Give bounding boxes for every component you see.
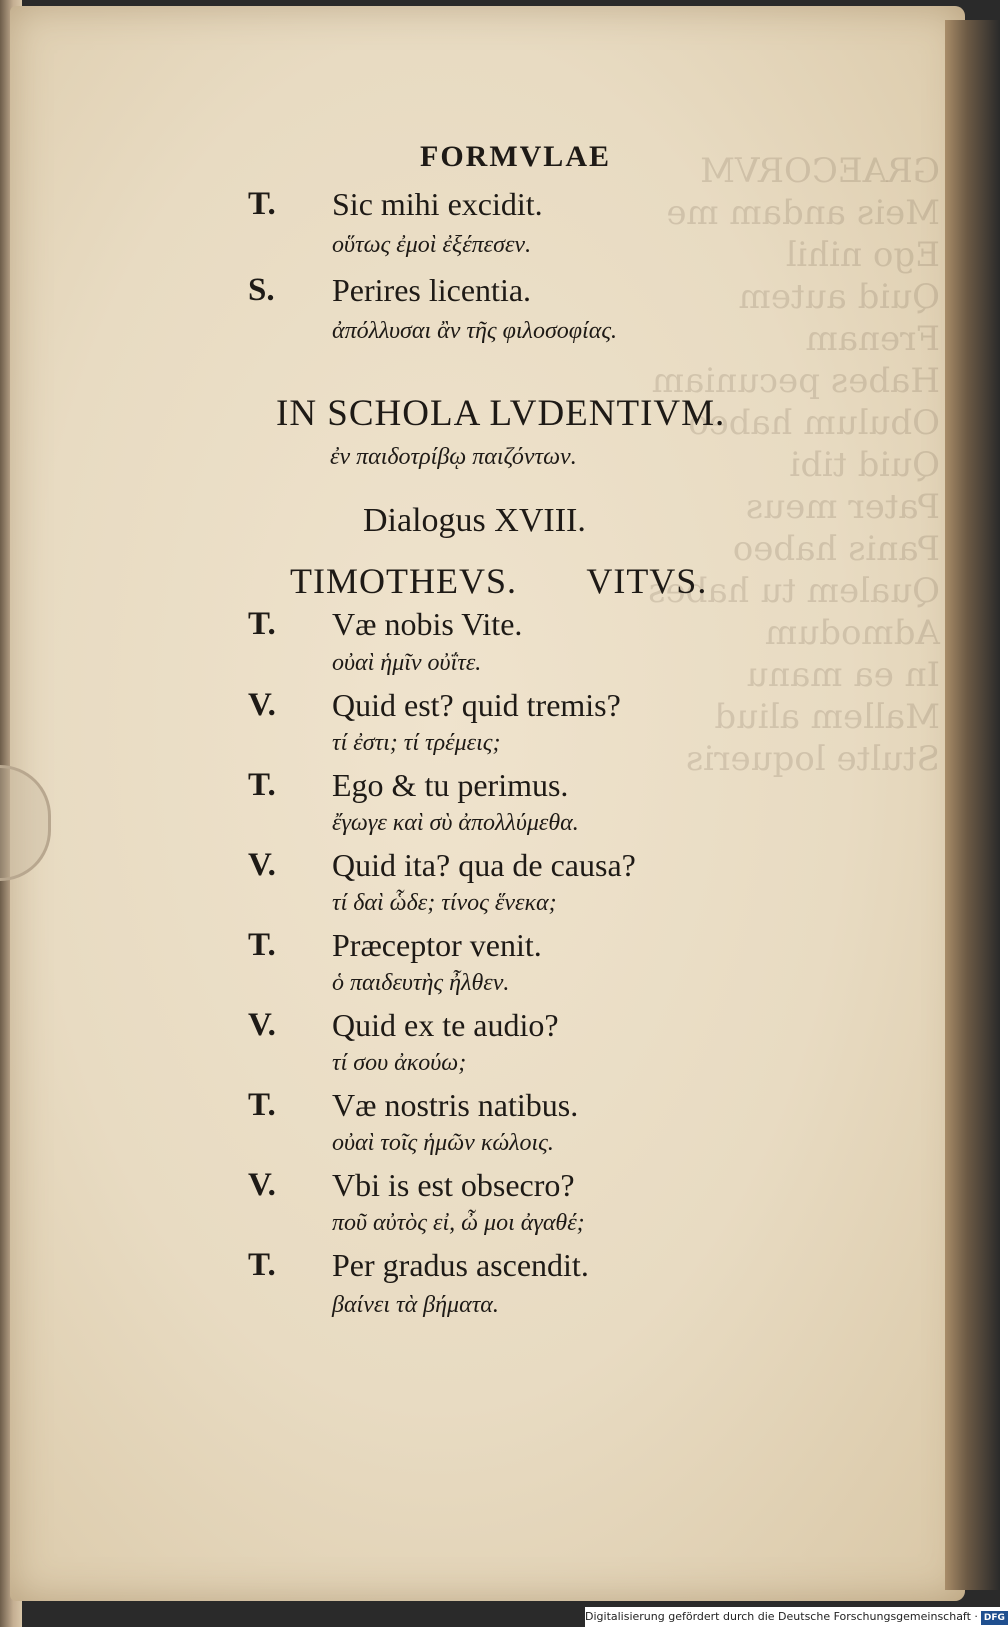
speaker-label: S.: [248, 272, 275, 308]
latin-line: Per gradus ascendit.: [332, 1247, 589, 1283]
speaker-label: T.: [248, 767, 276, 803]
greek-line: ἔγωγε καὶ σὺ ἀπολλύμεθα.: [332, 810, 579, 836]
section-title-greek: ἐν παιδοτρίβῳ παιζόντων.: [330, 444, 577, 470]
speaker-label: V.: [248, 1007, 276, 1043]
greek-line: οὐαὶ τοῖς ἡμῶν κώλοις.: [332, 1130, 554, 1156]
latin-line: Vbi is est obsecro?: [332, 1167, 575, 1203]
greek-line: ποῦ αὐτὸς εἰ, ὦ μοι ἀγαθέ;: [332, 1210, 585, 1236]
greek-line: ὁ παιδευτὴς ἦλθεν.: [332, 970, 510, 996]
speaker-label: T.: [248, 606, 276, 642]
footer-text: Digitalisierung gefördert durch die Deutsche Forschungsgemeinschaft ·: [585, 1610, 978, 1623]
latin-line: Quid ita? qua de causa?: [332, 847, 636, 883]
speaker-label: V.: [248, 1167, 276, 1203]
latin-line: Sic mihi excidit.: [332, 186, 543, 222]
latin-line: Quid est? quid tremis?: [332, 687, 621, 723]
dfg-logo: DFG: [981, 1611, 1008, 1625]
section-title: IN SCHOLA LVDENTIVM.: [276, 393, 726, 434]
dialog-persons: TIMOTHEVS. VITVS.: [290, 561, 708, 601]
speaker-label: V.: [248, 847, 276, 883]
speaker-label: T.: [248, 927, 276, 963]
dialog-title: Dialogus XVIII.: [363, 502, 586, 539]
greek-line: τί ἐστι; τί τρέμεις;: [332, 730, 501, 756]
greek-line: οὐαὶ ἡμῖν οὐΐτε.: [332, 650, 482, 676]
speaker-label: V.: [248, 687, 276, 723]
latin-line: Ego & tu perimus.: [332, 767, 569, 803]
latin-line: Perires licentia.: [332, 272, 532, 308]
show-through-text: GRAECORVM Meis andam me Ego nihil Quid autem Frenam Habes pecuniam Obulum habeo Quid tibi Pater meus Panis habeo Qualem tu habes Admodum In ea manu Mallem aliud Stulte loqueris: [648, 151, 940, 779]
latin-line: Quid ex te audio?: [332, 1007, 559, 1043]
greek-line: τί σου ἀκούω;: [332, 1050, 467, 1076]
greek-line: τί δαὶ ὧδε; τίνος ἕνεκα;: [332, 890, 557, 916]
latin-line: Væ nostris natibus.: [332, 1087, 579, 1123]
running-title: FORMVLAE: [420, 140, 611, 173]
page-fold: [945, 20, 1000, 1590]
speaker-label: T.: [248, 1247, 276, 1283]
digitization-footer: [585, 1607, 1005, 1627]
greek-line: οὕτως ἐμοὶ ἐξέπεσεν.: [332, 232, 532, 258]
speaker-label: T.: [248, 186, 276, 222]
latin-line: Væ nobis Vite.: [332, 606, 523, 642]
greek-line: ἀπόλλυσαι ἂν τῆς φιλοσοφίας.: [332, 318, 618, 344]
latin-line: Præceptor venit.: [332, 927, 542, 963]
speaker-label: T.: [248, 1087, 276, 1123]
greek-line: βαίνει τὰ βήματα.: [332, 1292, 499, 1318]
